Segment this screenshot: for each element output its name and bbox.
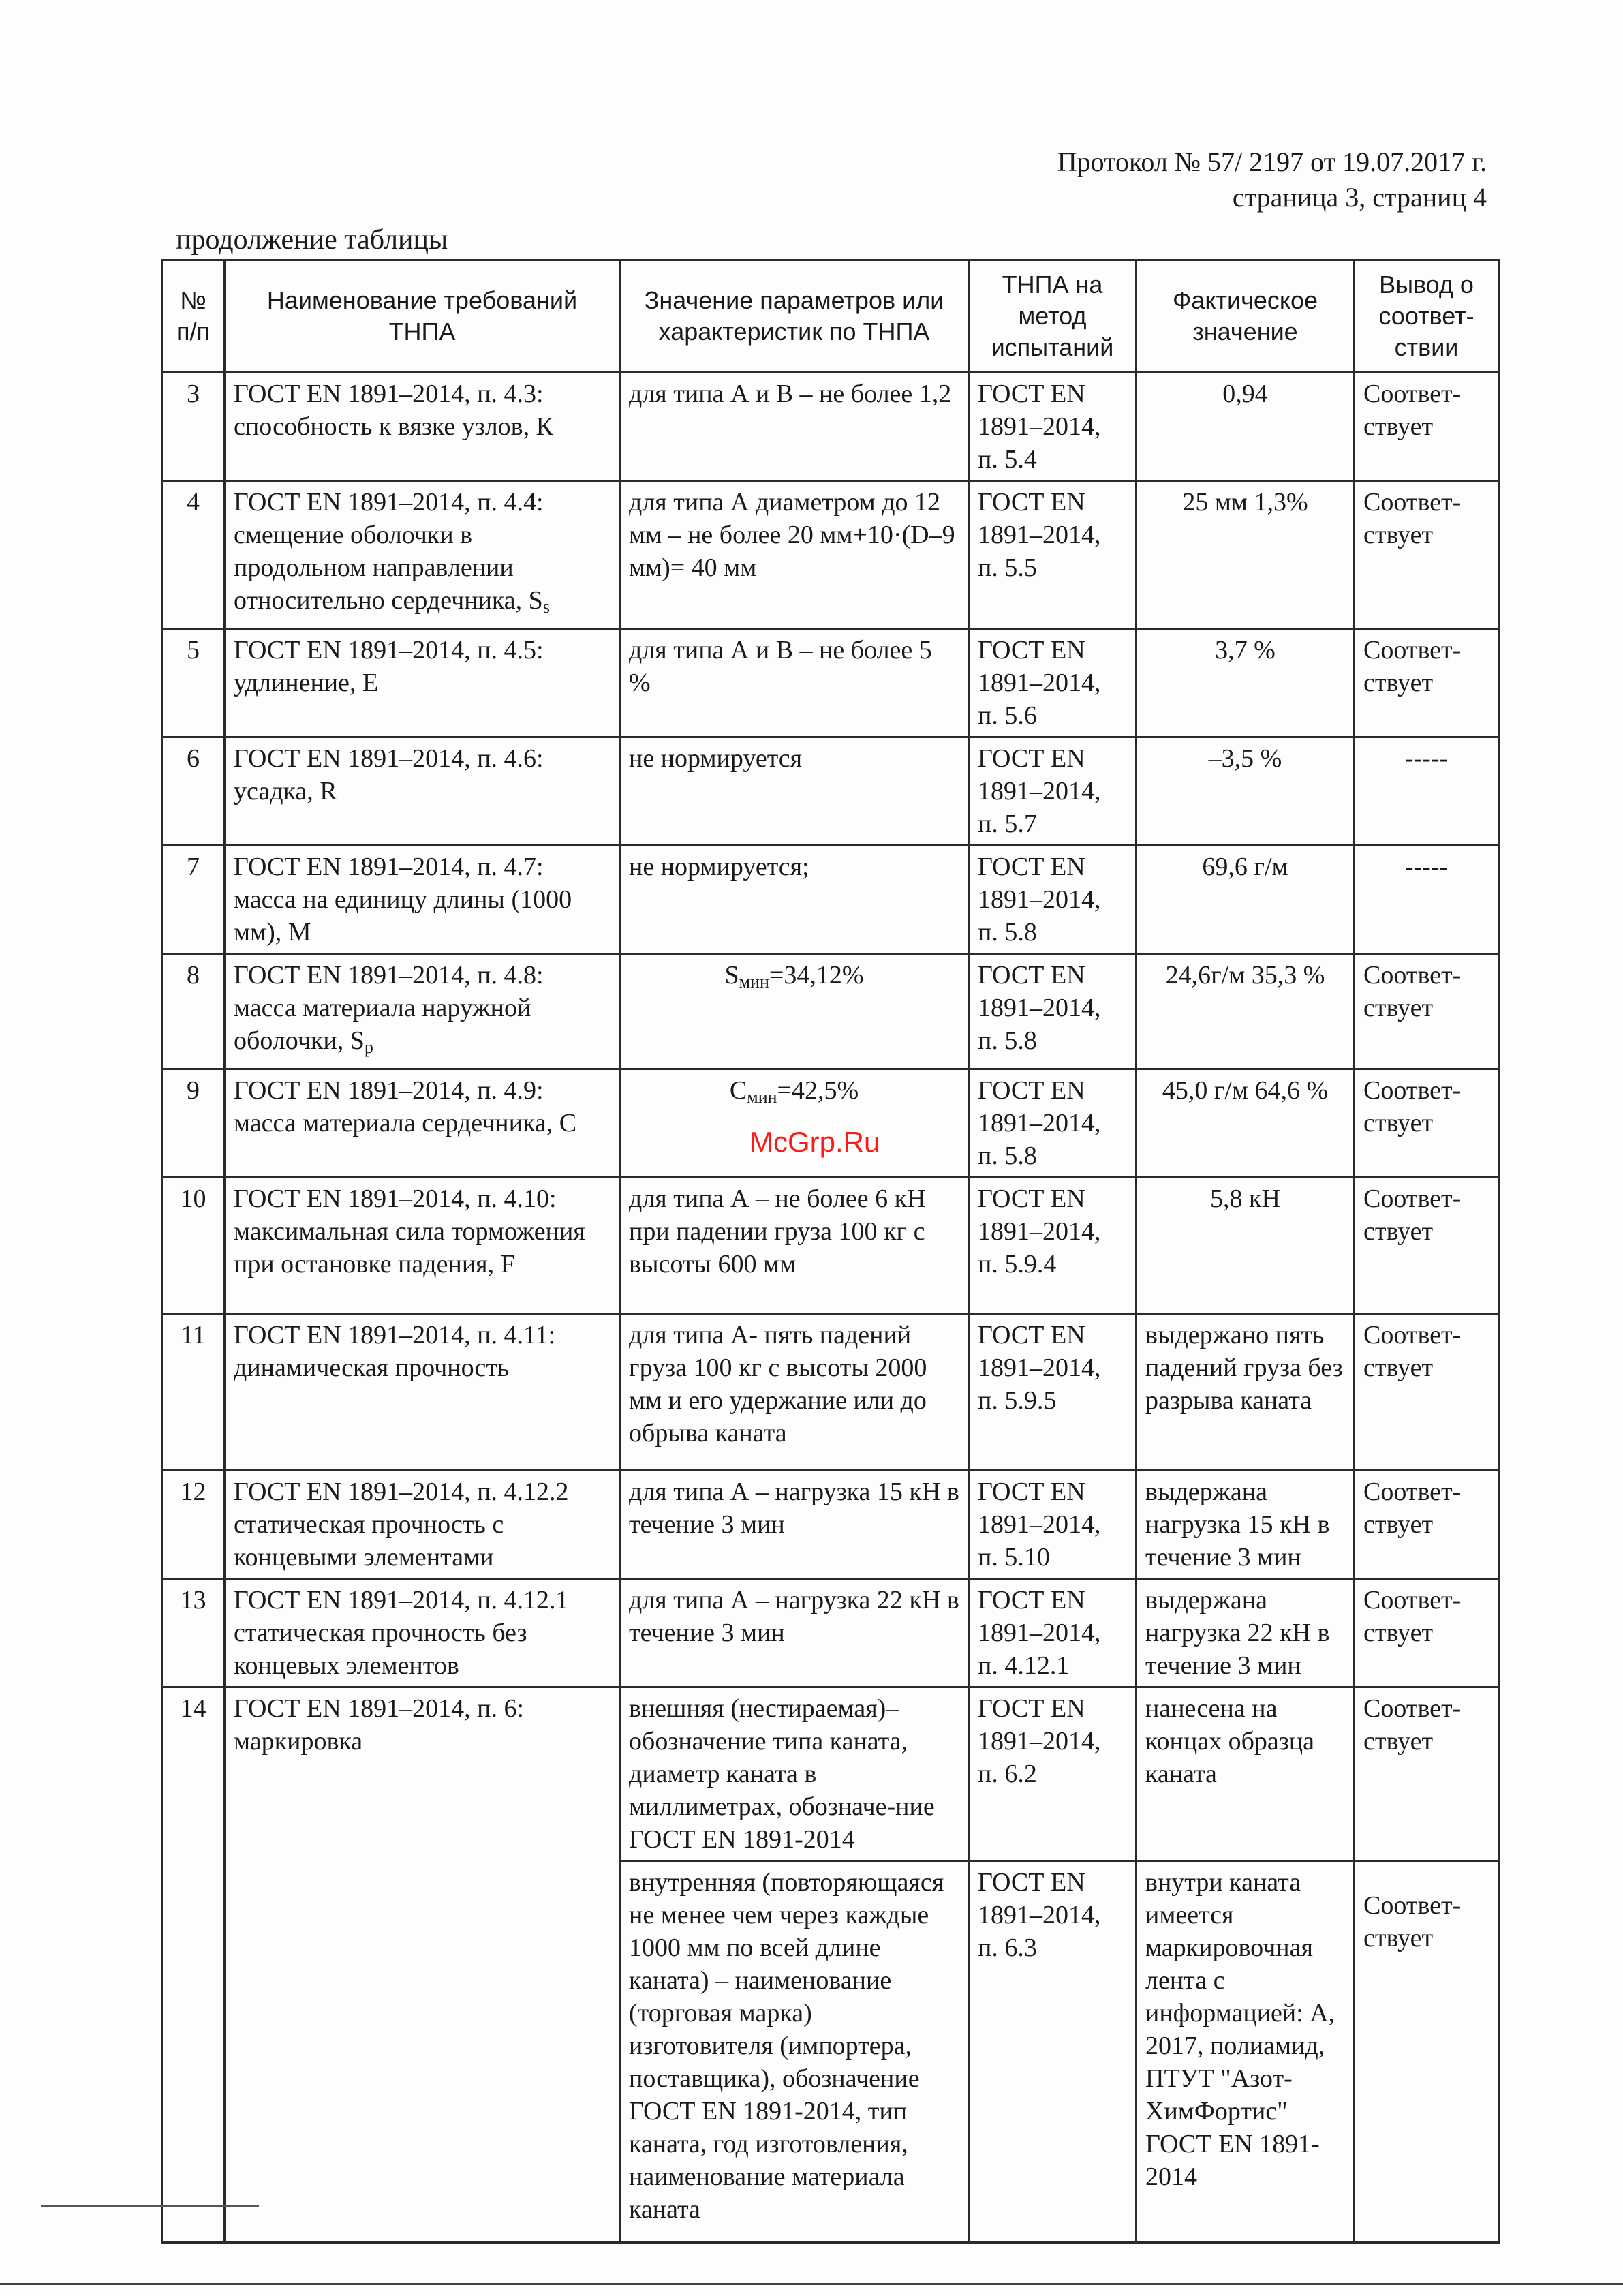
- row-requirement: ГОСТ EN 1891–2014, п. 4.10: максимальная сила торможения при остановке падения, F: [225, 1178, 620, 1314]
- row-requirement: [225, 481, 620, 629]
- table-row: [162, 846, 1499, 954]
- row-actual: выдержана нагрузка 22 кН в течение 3 мин: [1137, 1579, 1355, 1687]
- row-value: для типа А – не более 6 кН при падении груза 100 кг с высоты 600 мм: [620, 1178, 969, 1314]
- row-number: 8: [162, 954, 225, 1069]
- row-number: 11: [162, 1314, 225, 1471]
- requirement-subscript: s: [542, 597, 550, 617]
- row-method: ГОСТ EN 1891–2014, п. 5.4: [969, 373, 1137, 481]
- row-number: 14: [162, 1687, 225, 2243]
- row-requirement: [225, 954, 620, 1069]
- row-method: ГОСТ EN 1891–2014, п. 5.10: [969, 1471, 1137, 1579]
- value-subscript: мин: [739, 972, 769, 992]
- watermark: McGrp.Ru: [749, 1126, 880, 1158]
- protocol-number: Протокол № 57/ 2197 от 19.07.2017 г.: [1057, 147, 1487, 177]
- col-header-requirement: Наименование требований ТНПА: [225, 260, 620, 373]
- col-header-conclusion: Вывод о соответ-ствии: [1355, 260, 1499, 373]
- row-value: внешняя (нестираемая)–обозначение типа каната, диаметр каната в миллиметрах, обозначе-ние ГОСТ EN 1891-2014: [620, 1687, 969, 1861]
- row-method: ГОСТ EN 1891–2014, п. 5.5: [969, 481, 1137, 629]
- row-value: [620, 1069, 969, 1178]
- value-symbol: S: [724, 961, 739, 990]
- row-actual: 25 мм 1,3%: [1137, 481, 1355, 629]
- table-row: [162, 1178, 1499, 1314]
- row-value: для типа А диаметром до 12 мм – не более 20 мм+10·(D–9 мм)= 40 мм: [620, 481, 969, 629]
- row-actual: 45,0 г/м 64,6 %: [1137, 1069, 1355, 1178]
- row-actual: внутри каната имеется маркировочная лента с информацией: А, 2017, полиамид, ПТУТ "Азот-ХимФортис" ГОСТ EN 1891-2014: [1137, 1861, 1355, 2243]
- row-conclusion: Соответ-ствует: [1355, 629, 1499, 737]
- row-number: 4: [162, 481, 225, 629]
- row-requirement: ГОСТ EN 1891–2014, п. 4.3: способность к вязке узлов, К: [225, 373, 620, 481]
- row-conclusion: -----: [1355, 737, 1499, 846]
- row-value: для типа А и В – не более 5 %: [620, 629, 969, 737]
- row-actual: 3,7 %: [1137, 629, 1355, 737]
- row-requirement: ГОСТ EN 1891–2014, п. 4.7: масса на единицу длины (1000 мм), М: [225, 846, 620, 954]
- row-requirement: ГОСТ EN 1891–2014, п. 4.12.1 статическая прочность без концевых элементов: [225, 1579, 620, 1687]
- row-value: не нормируется;: [620, 846, 969, 954]
- table-row: [162, 629, 1499, 737]
- col-header-number: № п/п: [162, 260, 225, 373]
- row-value: для типа А – нагрузка 15 кН в течение 3 мин: [620, 1471, 969, 1579]
- row-number: 3: [162, 373, 225, 481]
- row-actual: 24,6г/м 35,3 %: [1137, 954, 1355, 1069]
- row-requirement: ГОСТ EN 1891–2014, п. 4.6: усадка, R: [225, 737, 620, 846]
- col-header-method: ТНПА на метод испытаний: [969, 260, 1137, 373]
- value-tail: =42,5%: [777, 1076, 859, 1105]
- row-conclusion: Соответ-ствует: [1355, 1687, 1499, 1861]
- value-tail: =34,12%: [769, 961, 864, 990]
- row-value: [620, 954, 969, 1069]
- row-number: 10: [162, 1178, 225, 1314]
- row-value: для типа А и В – не более 1,2: [620, 373, 969, 481]
- value-symbol: С: [729, 1076, 747, 1105]
- col-header-actual: Фактическое значение: [1137, 260, 1355, 373]
- table-row: [162, 954, 1499, 1069]
- page-bottom-edge: [0, 2283, 1623, 2285]
- requirement-text: ГОСТ EN 1891–2014, п. 4.4: смещение оболочки в продольном направлении относительно сердечника, S: [234, 488, 544, 615]
- row-conclusion: Соответ-ствует: [1355, 1471, 1499, 1579]
- table-row: [162, 1687, 1499, 1861]
- table-row: [162, 1069, 1499, 1178]
- row-actual: выдержана нагрузка 15 кН в течение 3 мин: [1137, 1471, 1355, 1579]
- row-conclusion: Соответ-ствует: [1355, 481, 1499, 629]
- table-row: [162, 737, 1499, 846]
- row-actual: –3,5 %: [1137, 737, 1355, 846]
- row-requirement: ГОСТ EN 1891–2014, п. 4.11: динамическая прочность: [225, 1314, 620, 1471]
- row-conclusion: Соответ-ствует: [1355, 954, 1499, 1069]
- row-number: 5: [162, 629, 225, 737]
- row-method: ГОСТ EN 1891–2014, п. 5.9.5: [969, 1314, 1137, 1471]
- table-caption: продолжение таблицы: [176, 224, 448, 256]
- row-method: ГОСТ EN 1891–2014, п. 6.3: [969, 1861, 1137, 2243]
- page-indicator: страница 3, страниц 4: [1232, 182, 1487, 213]
- row-number: 13: [162, 1579, 225, 1687]
- row-method: ГОСТ EN 1891–2014, п. 5.7: [969, 737, 1137, 846]
- row-number: 9: [162, 1069, 225, 1178]
- row-value: внутренняя (повторяющаяся не менее чем через каждые 1000 мм по всей длине каната) – наименование (торговая марка) изготовителя (импортера, поставщика), обозначение ГОСТ EN 1891-2014, тип каната, год изготовления, наименование материала каната: [620, 1861, 969, 2243]
- value-subscript: мин: [747, 1087, 777, 1107]
- row-requirement: ГОСТ EN 1891–2014, п. 4.12.2 статическая прочность с концевыми элементами: [225, 1471, 620, 1579]
- row-actual: выдержано пять падений груза без разрыва каната: [1137, 1314, 1355, 1471]
- row-method: ГОСТ EN 1891–2014, п. 5.8: [969, 846, 1137, 954]
- row-method: ГОСТ EN 1891–2014, п. 6.2: [969, 1687, 1137, 1861]
- table-row: [162, 481, 1499, 629]
- row-actual: 5,8 кН: [1137, 1178, 1355, 1314]
- row-method: ГОСТ EN 1891–2014, п. 5.8: [969, 954, 1137, 1069]
- footer-divider: [41, 2205, 259, 2207]
- table-row: [162, 373, 1499, 481]
- row-value: не нормируется: [620, 737, 969, 846]
- table-row: [162, 1314, 1499, 1471]
- table-row: [162, 1579, 1499, 1687]
- row-method: ГОСТ EN 1891–2014, п. 5.9.4: [969, 1178, 1137, 1314]
- requirement-subscript: p: [364, 1037, 373, 1057]
- row-actual: 69,6 г/м: [1137, 846, 1355, 954]
- row-actual: нанесена на концах образца каната: [1137, 1687, 1355, 1861]
- row-value: для типа А- пять падений груза 100 кг с высоты 2000 мм и его удержание или до обрыва каната: [620, 1314, 969, 1471]
- col-header-value: Значение параметров или характеристик по ТНПА: [620, 260, 969, 373]
- row-requirement: ГОСТ EN 1891–2014, п. 6: маркировка: [225, 1687, 620, 2243]
- row-method: ГОСТ EN 1891–2014, п. 4.12.1: [969, 1579, 1137, 1687]
- row-method: ГОСТ EN 1891–2014, п. 5.6: [969, 629, 1137, 737]
- row-value: для типа А – нагрузка 22 кН в течение 3 мин: [620, 1579, 969, 1687]
- row-number: 7: [162, 846, 225, 954]
- row-requirement: ГОСТ EN 1891–2014, п. 4.5: удлинение, Е: [225, 629, 620, 737]
- requirement-text: ГОСТ EN 1891–2014, п. 4.8: масса материала наружной оболочки, S: [234, 961, 544, 1055]
- table-row: [162, 1471, 1499, 1579]
- row-number: 6: [162, 737, 225, 846]
- document-header: [1057, 144, 1487, 215]
- row-conclusion: Соответ-ствует: [1355, 1069, 1499, 1178]
- test-results-table: [161, 259, 1500, 2244]
- row-requirement: ГОСТ EN 1891–2014, п. 4.9: масса материала сердечника, С: [225, 1069, 620, 1178]
- row-method: ГОСТ EN 1891–2014, п. 5.8: [969, 1069, 1137, 1178]
- row-actual: 0,94: [1137, 373, 1355, 481]
- row-conclusion: Соответ-ствует: [1355, 1861, 1499, 2243]
- table-header-row: [162, 260, 1499, 373]
- row-number: 12: [162, 1471, 225, 1579]
- row-conclusion: Соответ-ствует: [1355, 1314, 1499, 1471]
- row-conclusion: Соответ-ствует: [1355, 1579, 1499, 1687]
- row-conclusion: Соответ-ствует: [1355, 1178, 1499, 1314]
- row-conclusion: -----: [1355, 846, 1499, 954]
- row-conclusion: Соответ-ствует: [1355, 373, 1499, 481]
